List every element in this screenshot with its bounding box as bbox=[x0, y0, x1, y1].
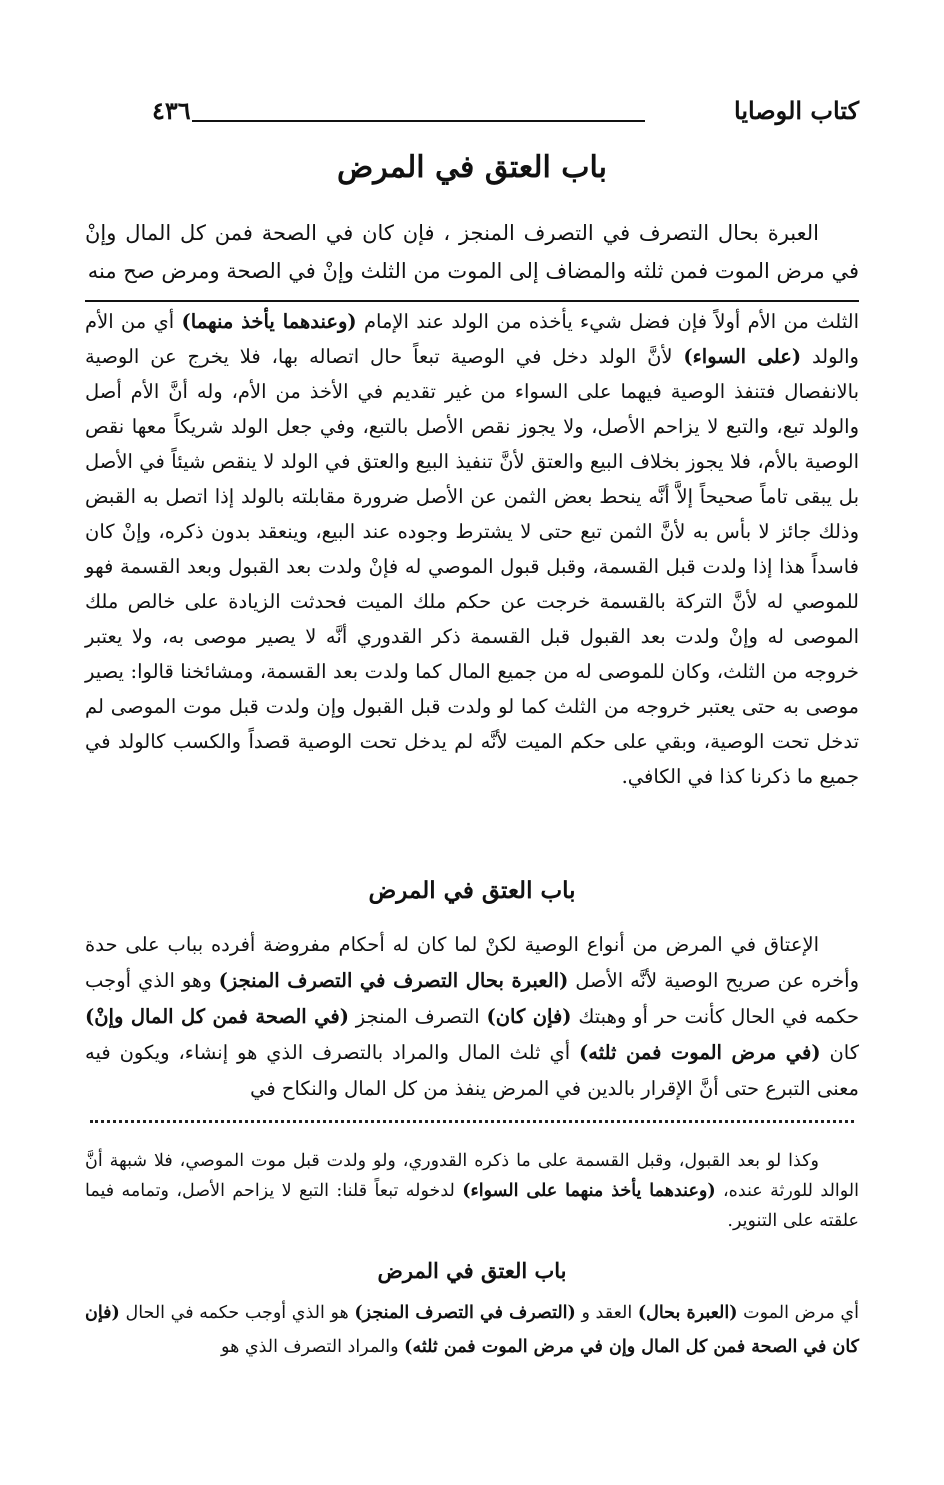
page-number: ٤٣٦ bbox=[152, 96, 191, 125]
commentary-span: التصرف المنجز bbox=[348, 1005, 487, 1028]
gloss-text-2 bbox=[85, 1296, 859, 1364]
matn-body: العبرة بحال التصرف في التصرف المنجز ، فإن كان في الصحة فمن كل المال وإنْ في مرض الموت فمن ثلثه والمضاف إلى الموت من الثلث وإنْ في الصحة ومرض صح منه bbox=[85, 221, 859, 283]
commentary-quote: (العبرة بحال التصرف في التصرف المنجز) bbox=[218, 969, 569, 992]
commentary-quote: (في مرض الموت فمن ثلثه) bbox=[579, 1041, 821, 1064]
gloss-span: وكذا لو بعد القبول، وقبل القسمة على ما ذكره القدوري، ولو ولدت قبل موت الموصي، فلا شبهة أنَّ الوالد للورثة عنده، bbox=[85, 1151, 859, 1201]
gloss-quote: (فإن كان في الصحة فمن كل المال وإن في مرض الموت فمن ثلثه) bbox=[85, 1303, 859, 1357]
gloss-span: والمراد التصرف الذي هو bbox=[221, 1337, 405, 1357]
gloss-quote: (التصرف في التصرف المنجز) bbox=[354, 1303, 576, 1323]
commentary-span: لأنَّ الولد دخل في الوصية تبعاً حال اتصاله بها، فلا يخرج عن الوصية بالانفصال فتنفذ الوصية فيهما على السواء من غير تقديم في الأخذ من الأم، وله أنَّ الأم أصل والولد تبع، والتبع لا يزاحم الأصل، ولا يجوز نقص الأصل بالتبع، وفي جعل الولد شريكاً معها نقص الوصية بالأم، فلا يجوز بخلاف البيع والعتق لأنَّ تنفيذ البيع والعتق في الولد لا ينقص شيئاً في الأصل بل يبقى تاماً صحيحاً إلاَّ أنَّه ينحط بعض الثمن عن الأصل ضرورة مقابلته بالولد إذا اتصل به القبض وذلك جائز لا بأس به لأنَّ الثمن تبع حتى لا يشترط وجوده عند البيع، وينعقد بدون ذكره، وإنْ كان فاسداً هذا إذا ولدت قبل القسمة، وقبل قبول الموصي له فإنْ ولدت بعد القبول وبعد القسمة فهو للموصي له لأنَّ التركة بالقسمة خرجت عن حكم ملك الميت فحدثت الزيادة على خالص ملك الموصى له وإنْ ولدت بعد القبول قبل القسمة ذكر القدوري أنَّه لا يصير موصى به، ولا يعتبر خروجه من الثلث، وكان للموصى له من جميع المال كما ولدت بعد القسمة، ومشائخنا قالوا: يصير موصى به حتى يعتبر خروجه من الثلث كما لو ولدت قبل القبول وإن ولدت قبل موت الموصى لم تدخل تحت الوصية، وبقي على حكم الميت لأنَّه لم يدخل تحت الوصية قصداً والكسب كالولد في جميع ما ذكرنا كذا في الكافي. bbox=[85, 345, 859, 788]
commentary-span: الإعتاق في المرض من أنواع الوصية لكنْ لما كان له أحكام مفروضة أفرده بباب على حدة وأخره عن صريح الوصية لأنَّه الأصل bbox=[85, 933, 859, 992]
commentary-span: الثلث من الأم أولاً فإن فضل شيء يأخذه من الولد عند الإمام bbox=[356, 310, 859, 333]
commentary-quote: (فإن كان) bbox=[486, 1005, 572, 1028]
header-rule bbox=[192, 120, 645, 122]
commentary-quote: (على السواء) bbox=[683, 345, 802, 368]
gloss-text-1 bbox=[85, 1146, 859, 1236]
gloss-span: لدخوله تبعاً قلنا: التبع لا يزاحم الأصل، وتمامه فيما علقته على التنوير. bbox=[85, 1181, 859, 1231]
section-title: باب العتق في المرض bbox=[368, 877, 576, 904]
footnote-divider bbox=[90, 1120, 854, 1133]
gloss-span: هو الذي أوجب حكمه في الحال bbox=[119, 1303, 355, 1323]
matn-divider bbox=[85, 300, 859, 302]
gloss-span: أي مرض الموت bbox=[737, 1303, 859, 1323]
running-title: كتاب الوصايا bbox=[734, 96, 859, 125]
gloss-quote: (وعندهما يأخذ منهما على السواء) bbox=[462, 1181, 716, 1201]
commentary-span: كان bbox=[820, 1041, 860, 1064]
page-header bbox=[152, 96, 859, 136]
matn-text bbox=[85, 214, 859, 290]
gloss-section-title: باب العتق في المرض bbox=[377, 1258, 567, 1283]
commentary-text-2 bbox=[85, 927, 859, 1107]
gloss-span: العقد و bbox=[575, 1303, 638, 1323]
commentary-quote: (وعندهما يأخذ منهما) bbox=[181, 310, 357, 333]
commentary-span: أي من الأم والولد bbox=[85, 310, 859, 368]
gloss-quote: (العبرة بحال) bbox=[637, 1303, 738, 1323]
commentary-quote: (في الصحة فمن كل المال وإنْ) bbox=[85, 1005, 349, 1028]
chapter-title: باب العتق في المرض bbox=[336, 150, 608, 185]
commentary-text-1 bbox=[85, 304, 859, 794]
commentary-span: وهو الذي أوجب حكمه في الحال كأنت حر أو وهبتك bbox=[85, 969, 860, 1028]
commentary-span: أي ثلث المال والمراد بالتصرف الذي هو إنشاء، ويكون فيه معنى التبرع حتى أنَّ الإقرار بالدين في المرض ينفذ من كل المال والنكاح في bbox=[85, 1041, 859, 1100]
